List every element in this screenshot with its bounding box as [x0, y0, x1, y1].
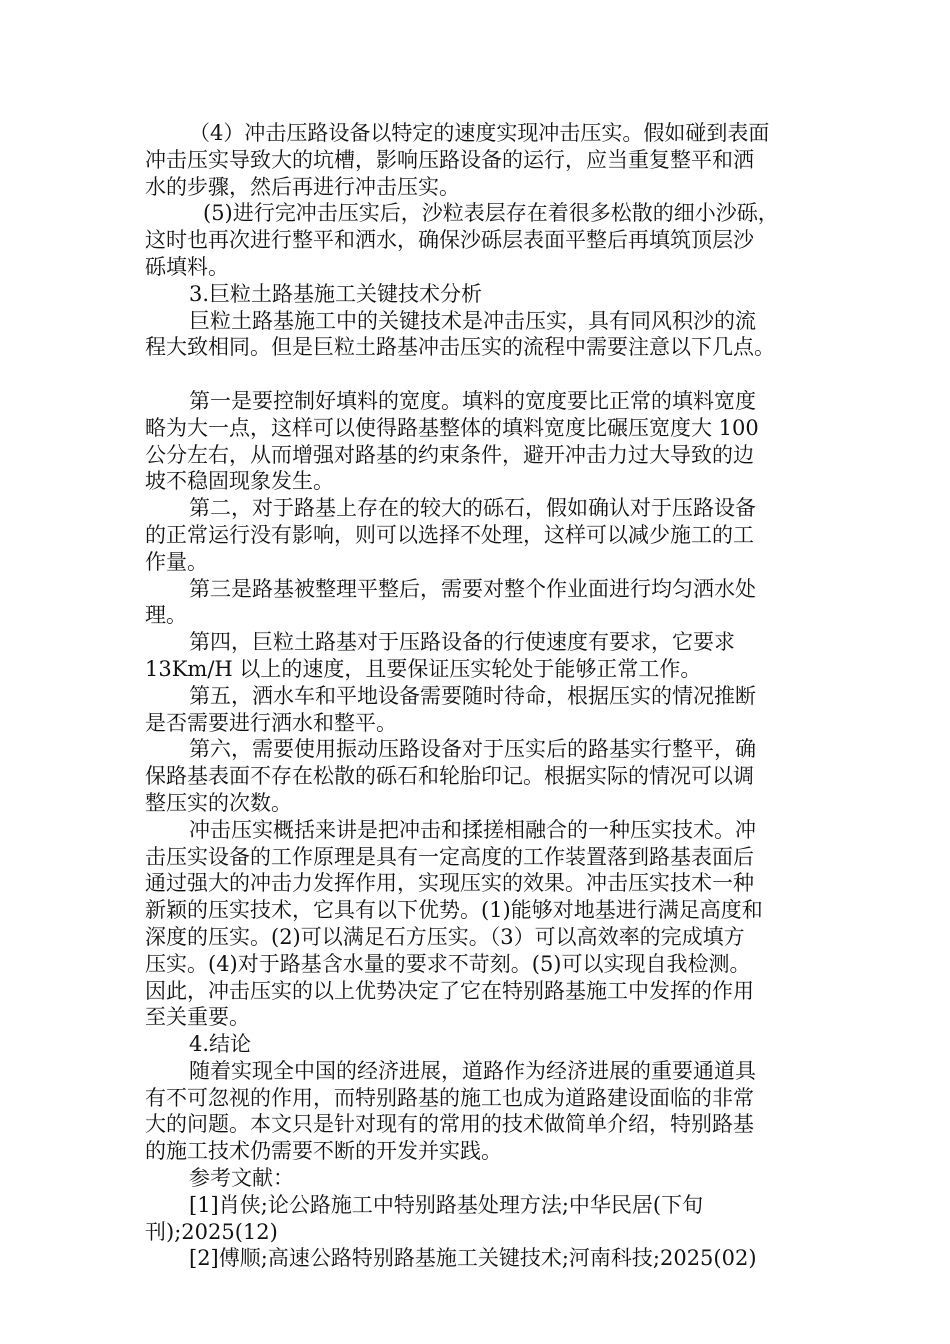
para-conclusion — [145, 1058, 815, 1165]
text-line: 深度的压实。(2)可以满足石方压实。（3）可以高效率的完成填方 — [145, 924, 745, 949]
para-point-3 — [145, 576, 815, 630]
text-line: 第一是要控制好填料的宽度。填料的宽度要比正常的填料宽度 — [189, 388, 756, 413]
text-line: 略为大一点，这样可以使得路基整体的填料宽度比碾压宽度大 100 — [145, 415, 759, 440]
text-line: 第五，洒水车和平地设备需要随时待命，根据压实的情况推断 — [189, 683, 756, 708]
text-line: 参考文献： — [189, 1166, 294, 1191]
text-line: (5)进行完冲击压实后，沙粒表层存在着很多松散的细小沙砾， — [203, 201, 779, 226]
text-line: 整压实的次数。 — [145, 790, 292, 815]
text-line: 通过强大的冲击力发挥作用，实现压实的效果。冲击压实技术一种 — [145, 871, 754, 896]
text-line: 大的问题。本文只是针对现有的常用的技术做简单介绍，特别路基 — [145, 1112, 754, 1137]
text-line: 至关重要。 — [145, 1005, 250, 1030]
reference-1 — [145, 1192, 815, 1246]
text-line: 坡不稳固现象发生。 — [145, 469, 334, 494]
heading-section-3 — [145, 281, 815, 308]
text-line: 13Km/H 以上的速度，且要保证压实轮处于能够正常工作。 — [145, 656, 702, 681]
para-section-3-intro — [145, 308, 815, 362]
text-line: 随着实现全中国的经济进展，道路作为经济进展的重要通道具 — [189, 1058, 756, 1083]
text-line: 第四，巨粒土路基对于压路设备的行使速度有要求，它要求 — [189, 630, 735, 655]
text-line: 压实。(4)对于路基含水量的要求不苛刻。(5)可以实现自我检测。 — [145, 951, 751, 976]
text-line: 第六，需要使用振动压路设备对于压实后的路基实行整平，确 — [189, 737, 756, 762]
text-line: 作量。 — [145, 549, 208, 574]
text-line: 第三是路基被整理平整后，需要对整个作业面进行均匀洒水处 — [189, 576, 756, 601]
text-line: 这时也再次进行整平和洒水，确保沙砾层表面平整后再填筑顶层沙 — [145, 228, 754, 253]
text-line: 程大致相同。但是巨粒土路基冲击压实的流程中需要注意以下几点。 — [145, 335, 775, 360]
text-line: 的正常运行没有影响，则可以选择不处理，这样可以减少施工的工 — [145, 522, 754, 547]
text-line: 刊);2025(12) — [145, 1219, 278, 1244]
reference-2 — [145, 1245, 815, 1272]
text-line: [1]肖侠;论公路施工中特别路基处理方法;中华民居(下旬 — [189, 1192, 704, 1217]
para-impact-summary — [145, 817, 815, 1031]
document-page — [145, 120, 815, 1272]
text-line: 有不可忽视的作用，而特别路基的施工也成为道路建设面临的非常 — [145, 1085, 754, 1110]
text-line: 的施工技术仍需要不断的开发并实践。 — [145, 1139, 502, 1164]
text-line: 冲击压实导致大的坑槽，影响压路设备的运行，应当重复整平和洒 — [145, 147, 754, 172]
text-line: 3.巨粒土路基施工关键技术分析 — [189, 281, 483, 306]
blank-line — [145, 361, 815, 388]
text-line: [2]傅顺;高速公路特别路基施工关键技术;河南科技;2025(02) — [189, 1246, 757, 1271]
text-line: 第二，对于路基上存在的较大的砾石，假如确认对于压路设备 — [189, 496, 756, 521]
text-line: 4.结论 — [189, 1032, 252, 1057]
text-line: 理。 — [145, 603, 187, 628]
para-point-4 — [145, 629, 815, 683]
para-step-5 — [145, 200, 815, 280]
text-line: （4）冲击压路设备以特定的速度实现冲击压实。假如碰到表面 — [189, 121, 770, 145]
para-point-6 — [145, 736, 815, 816]
text-line: 保路基表面不存在松散的砾石和轮胎印记。根据实际的情况可以调 — [145, 764, 754, 789]
text-line: 是否需要进行洒水和整平。 — [145, 710, 397, 735]
heading-references — [145, 1165, 815, 1192]
para-point-5 — [145, 683, 815, 737]
text-line: 砾填料。 — [145, 254, 229, 279]
text-line: 冲击压实概括来讲是把冲击和揉搓相融合的一种压实技术。冲 — [189, 817, 756, 842]
para-point-1 — [145, 388, 815, 495]
text-line: 公分左右，从而增强对路基的约束条件，避开冲击力过大导致的边 — [145, 442, 754, 467]
text-line: 击压实设备的工作原理是具有一定高度的工作装置落到路基表面后 — [145, 844, 754, 869]
para-step-4 — [145, 120, 815, 200]
heading-section-4 — [145, 1031, 815, 1058]
text-line: 新颖的压实技术，它具有以下优势。(1)能够对地基进行满足高度和 — [145, 898, 763, 923]
text-line: 因此，冲击压实的以上优势决定了它在特别路基施工中发挥的作用 — [145, 978, 754, 1003]
text-line: 巨粒土路基施工中的关键技术是冲击压实，具有同风积沙的流 — [189, 308, 756, 333]
para-point-2 — [145, 495, 815, 575]
text-line: 水的步骤，然后再进行冲击压实。 — [145, 174, 460, 199]
